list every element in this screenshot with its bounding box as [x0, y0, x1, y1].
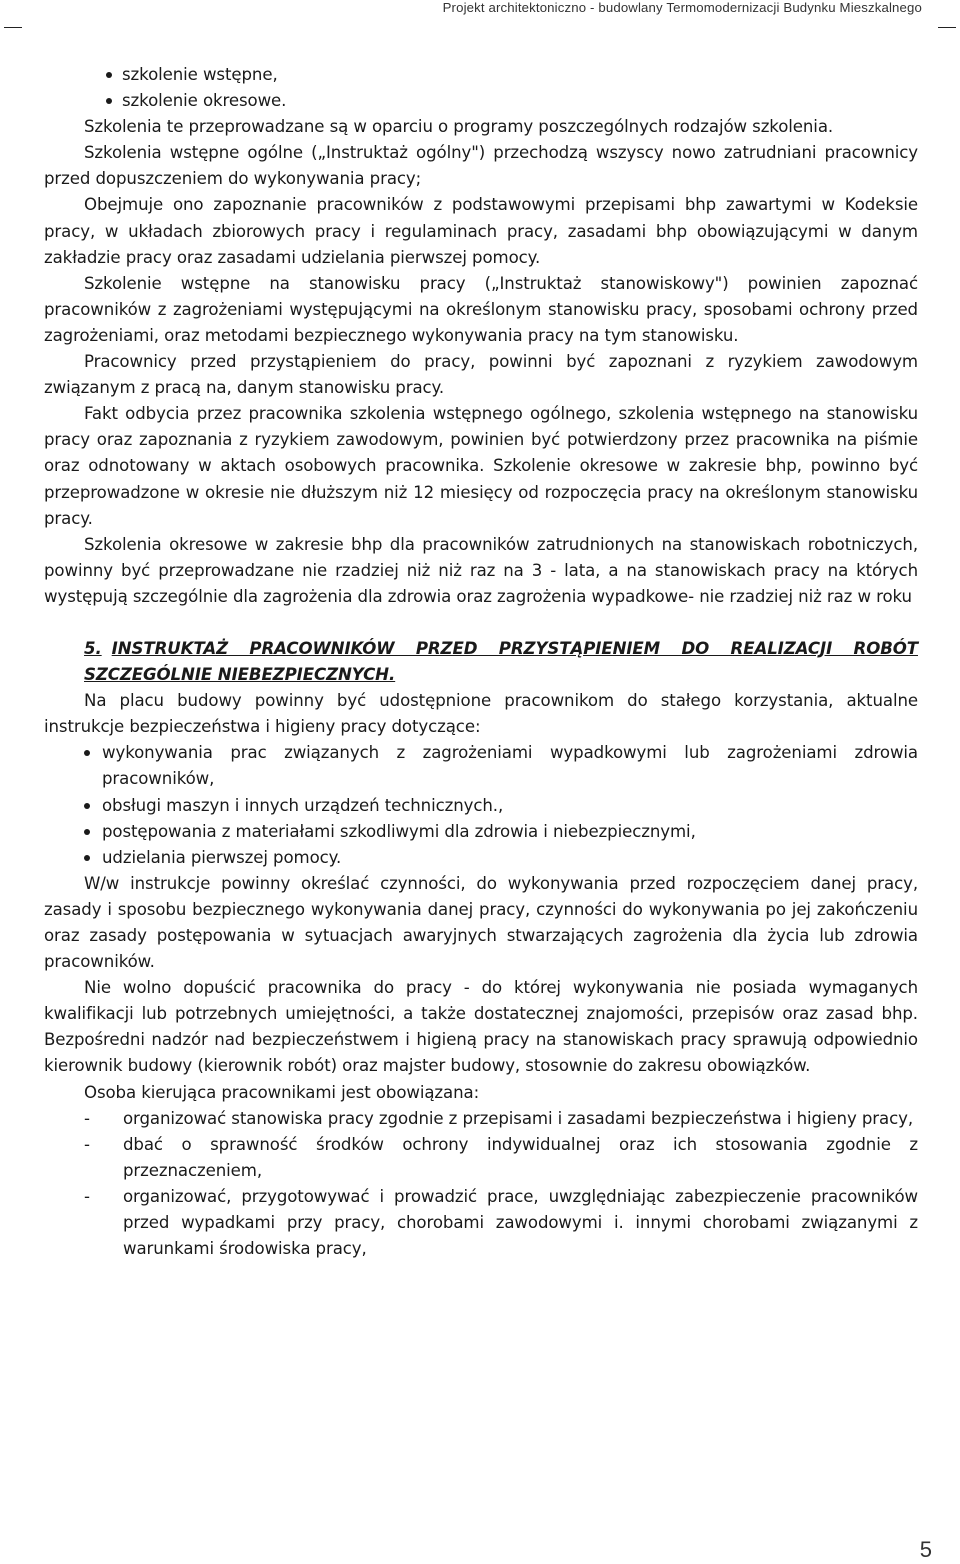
section-heading: [44, 636, 918, 688]
list-item: postępowania z materiałami szkodliwymi dla zdrowia i niebezpiecznymi,: [44, 819, 918, 845]
paragraph: Szkolenia te przeprowadzane są w oparciu o programy poszczególnych rodzajów szkolenia.: [84, 117, 834, 137]
list-item: obsługi maszyn i innych urządzeń technicznych.,: [44, 793, 918, 819]
paragraph: Szkolenia okresowe w zakresie bhp dla pracowników zatrudnionych na stanowiskach robotniczych, powinny być przeprowadzane nie rzadziej niż niż raz na 3 - lata, a na stanowiskach pracy na których występują szczególnie dla zagrożenia dla zdrowia oraz zagrożenia wypadkowe- nie rzadziej niż raz w roku: [44, 534, 918, 606]
list-item: szkolenie wstępne,: [44, 62, 918, 88]
paragraph: Na placu budowy powinny być udostępnione pracownikom do stałego korzystania, aktualne instrukcje bezpieczeństwa i higieny pracy dotyczące:: [44, 691, 918, 737]
section-number: 5.: [84, 638, 102, 658]
paragraph: Obejmuje ono zapoznanie pracowników z podstawowymi przepisami bhp zawartymi w Kodeksie pracy, w układach zbiorowych pracy i regulaminach pracy, zasadami bhp obowiązującymi w danym zakładzie pracy oraz zasadami udzielania pierwszej pomocy.: [44, 195, 918, 267]
obligations-list: [44, 1106, 918, 1263]
list-item: - organizować, przygotowywać i prowadzić prace, uwzględniając zabezpieczenie pracowników przed wypadkami przy pracy, chorobami zawodowymi i. innymi chorobami związanymi z warunkami środowiska pracy,: [44, 1184, 918, 1262]
paragraph: Pracownicy przed przystąpieniem do pracy, powinni być zapoznani z ryzykiem zawodowym związanym z pracą na, danym stanowisku pracy.: [44, 352, 918, 398]
paragraph: W/w instrukcje powinny określać czynności, do wykonywania przed rozpoczęciem danej pracy, zasady i sposobu bezpiecznego wykonywania danej pracy, czynności do wykonywania po jej zakończeniu oraz zasady postępowania w sytuacjach awaryjnych stwarzających zagrożenia dla życia lub zdrowia pracowników.: [44, 873, 918, 972]
document-body: [44, 62, 918, 1262]
list-item: szkolenie okresowe.: [44, 88, 918, 114]
paragraph: Nie wolno dopuścić pracownika do pracy - do której wykonywania nie posiada wymaganych kwalifikacji lub potrzebnych umiejętności, a także dostatecznej znajomości, przepisów oraz zasad bhp. Bezpośredni nadzór nad bezpieczeństwem i higieną pracy na stanowiskach pracy sprawują odpowiednio kierownik budowy (kierownik robót) oraz majster budowy, stosownie do zakresu obowiązków.: [44, 978, 918, 1076]
header-title: Projekt architektoniczno - budowlany Termomodernizacji Budynku Mieszkalnego: [442, 0, 922, 15]
header-rule-left: [4, 27, 22, 28]
page-header: [0, 0, 960, 22]
paragraph: Szkolenia wstępne ogólne („Instruktaż ogólny") przechodzą wszyscy nowo zatrudniani pracownicy przed dopuszczeniem do wykonywania pracy;: [44, 143, 918, 189]
paragraph: Fakt odbycia przez pracownika szkolenia wstępnego ogólnego, szkolenia wstępnego na stanowisku pracy oraz zapoznania z ryzykiem zawodowym, powinien być potwierdzony przez pracownika na piśmie oraz odnotowany w aktach osobowych pracownika. Szkolenie okresowe w zakresie bhp, powinno być przeprowadzone w okresie nie dłuższym niż 12 miesięcy od rozpoczęcia pracy na określonym stanowisku pracy.: [44, 404, 918, 528]
list-item: udzielania pierwszej pomocy.: [44, 845, 918, 871]
section-title: INSTRUKTAŻ PRACOWNIKÓW PRZED PRZYSTĄPIENIEM DO REALIZACJI ROBÓT SZCZEGÓLNIE NIEBEZPIECZNYCH.: [84, 638, 918, 685]
list-item: wykonywania prac związanych z zagrożeniami wypadkowymi lub zagrożeniami zdrowia pracowników,: [44, 740, 918, 792]
list-item: - dbać o sprawność środków ochrony indywidualnej oraz ich stosowania zgodnie z przeznaczeniem,: [44, 1132, 918, 1184]
spacer: [44, 610, 918, 636]
paragraph: Osoba kierująca pracownikami jest obowiązana:: [84, 1082, 480, 1102]
list-item: - organizować stanowiska pracy zgodnie z przepisami i zasadami bezpieczeństwa i higieny pracy,: [44, 1106, 918, 1132]
page-number: 5: [919, 1537, 932, 1562]
paragraph: Szkolenie wstępne na stanowisku pracy („Instruktaż stanowiskowy") powinien zapoznać pracowników z zagrożeniami występującymi na określonym stanowisku pracy, sposobami ochrony przed zagrożeniami, oraz metodami bezpiecznego wykonywania pracy na tym stanowisku.: [44, 273, 918, 345]
header-rule-right: [938, 27, 956, 28]
training-types-list: [44, 62, 918, 114]
instructions-list: [44, 740, 918, 870]
